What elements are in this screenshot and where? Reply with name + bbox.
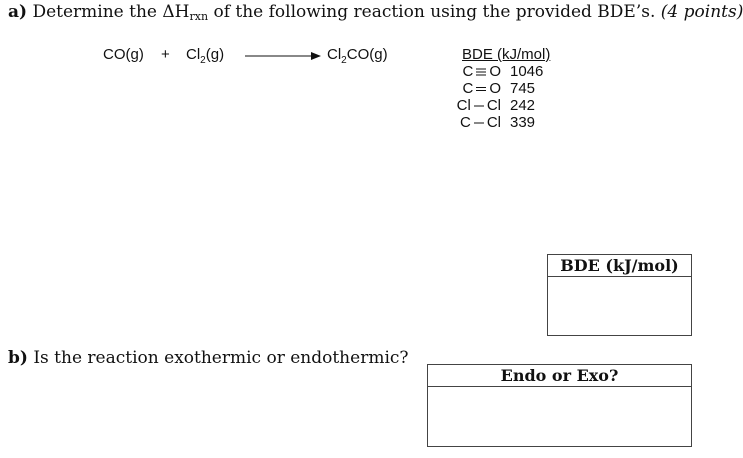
question-b-label: b) [8, 348, 28, 368]
question-b [8, 348, 409, 368]
delta-h-subscript: rxn [189, 10, 209, 23]
question-a [8, 2, 743, 23]
single-bond-icon [473, 118, 485, 128]
bond-formula [455, 114, 501, 131]
bde-row [455, 63, 550, 80]
question-a-text-before: Determine the [32, 2, 163, 22]
product-cl-subscript: 2 [341, 55, 347, 66]
bond-left-atom: C [459, 114, 471, 131]
product-rest: CO(g) [346, 46, 388, 63]
reactant-cl2-symbol: Cl [186, 46, 201, 63]
question-a-label: a) [8, 2, 28, 22]
reactant-cl2-subscript: 2 [200, 55, 206, 66]
plus-sign: + [161, 46, 170, 63]
reaction-arrow-icon [245, 51, 321, 61]
bde-row [455, 80, 550, 97]
triple-bond-icon [475, 67, 487, 77]
bde-answer-box [547, 254, 692, 336]
bond-left-atom: Cl [456, 97, 471, 114]
product-cl2co [327, 46, 388, 66]
reactant-co: CO(g) [103, 46, 144, 63]
bond-left-atom: C [462, 80, 474, 97]
single-bond-icon [473, 101, 485, 111]
bond-energy-value: 339 [510, 114, 536, 131]
question-a-text-after: of the following reaction using the provided BDE’s. [208, 2, 661, 22]
bde-table [455, 46, 550, 131]
question-a-points: (4 points) [660, 2, 743, 22]
double-bond-icon [475, 84, 487, 94]
bond-right-atom: Cl [486, 97, 501, 114]
bond-formula [455, 80, 501, 97]
bond-right-atom: O [489, 80, 501, 97]
bond-energy-value: 745 [510, 80, 536, 97]
bond-left-atom: C [462, 63, 474, 80]
bond-formula [455, 97, 501, 114]
product-cl-symbol: Cl [327, 46, 342, 63]
question-b-text: Is the reaction exothermic or endothermic? [33, 348, 409, 368]
endo-exo-answer-field[interactable] [428, 387, 691, 446]
bde-table-title: BDE (kJ/mol) [462, 46, 551, 63]
reactant-cl2-phase: (g) [205, 46, 225, 63]
bond-energy-value: 1046 [510, 63, 544, 80]
bond-formula [455, 63, 501, 80]
reactant-cl2 [186, 46, 224, 66]
endo-exo-answer-header: Endo or Exo? [428, 365, 691, 387]
bond-energy-value: 242 [510, 97, 536, 114]
bde-rows [455, 63, 550, 131]
bde-row [455, 97, 550, 114]
bond-right-atom: O [489, 63, 501, 80]
delta-h-symbol: ΔH [162, 2, 190, 22]
bde-answer-header: BDE (kJ/mol) [548, 255, 691, 277]
bde-answer-field[interactable] [548, 277, 691, 335]
endo-exo-answer-box [427, 364, 692, 447]
bond-right-atom: Cl [486, 114, 501, 131]
bde-row [455, 114, 550, 131]
